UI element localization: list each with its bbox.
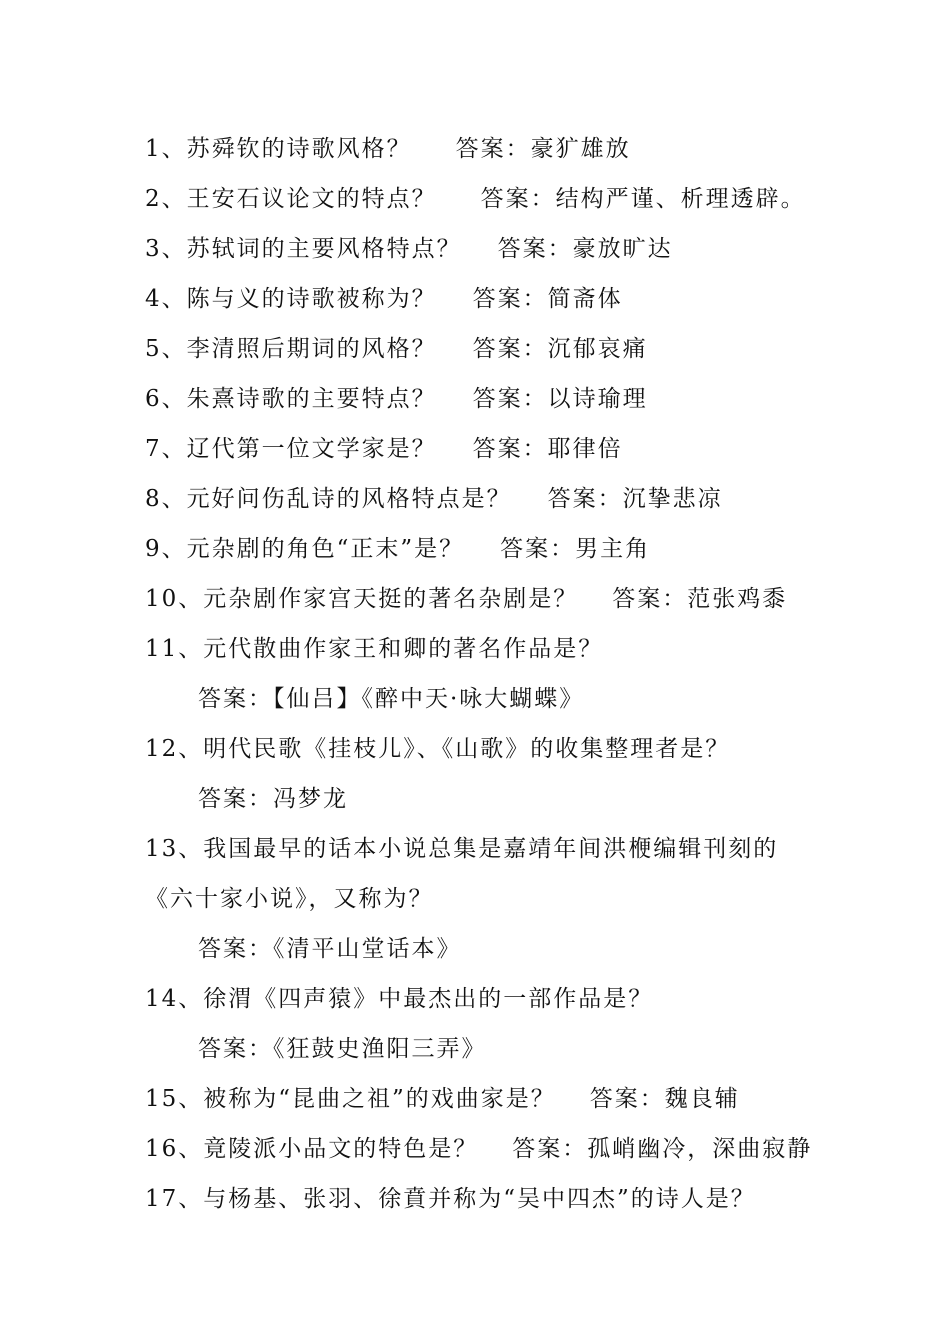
- question-text: 11、元代散曲作家王和卿的著名作品是？: [145, 636, 604, 662]
- question-13: [145, 834, 778, 864]
- question-text: 4、陈与义的诗歌被称为？: [145, 286, 437, 312]
- question-6: [145, 384, 648, 414]
- question-text: 12、明代民歌《挂枝儿》、《山歌》的收集整理者是？: [145, 736, 731, 762]
- answer-text: 答案：范张鸡黍: [612, 586, 788, 612]
- answer-13: [198, 934, 462, 964]
- question-10: [145, 584, 787, 614]
- question-3: [145, 234, 673, 264]
- answer-text: 答案：【仙吕】《醉中天·咏大蝴蝶》: [198, 686, 585, 712]
- answer-text: 答案：孤峭幽冷，深曲寂静: [512, 1136, 813, 1162]
- answer-12: [198, 784, 348, 814]
- question-11: [145, 634, 603, 664]
- question-text: 15、被称为“昆曲之祖”的戏曲家是？: [145, 1086, 556, 1112]
- question-17: [145, 1184, 756, 1214]
- question-text: 7、辽代第一位文学家是？: [145, 436, 437, 462]
- question-text: 16、竟陵派小品文的特色是？: [145, 1136, 479, 1162]
- answer-text: 答案：豪放旷达: [497, 236, 673, 262]
- question-12: [145, 734, 730, 764]
- question-text: 《六十家小说》，又称为？: [145, 886, 434, 912]
- answer-14: [198, 1034, 487, 1064]
- answer-text: 答案：冯梦龙: [198, 786, 348, 812]
- question-text: 8、元好问伤乱诗的风格特点是？: [145, 486, 512, 512]
- question-text: 9、元杂剧的角色“正末”是？: [145, 536, 465, 562]
- question-text: 14、徐渭《四声猿》中最杰出的一部作品是？: [145, 986, 654, 1012]
- question-text: 13、我国最早的话本小说总集是嘉靖年间洪楩编辑刊刻的: [145, 836, 779, 862]
- question-text: 3、苏轼词的主要风格特点？: [145, 236, 462, 262]
- answer-text: 答案：《狂鼓史渔阳三弄》: [198, 1036, 487, 1062]
- answer-text: 答案：《清平山堂话本》: [198, 936, 462, 962]
- question-7: [145, 434, 623, 464]
- answer-text: 答案：结构严谨、析理透辟。: [480, 186, 806, 212]
- answer-text: 答案：男主角: [500, 536, 651, 562]
- question-text: 10、元杂剧作家宫天挺的著名杂剧是？: [145, 586, 579, 612]
- answer-text: 答案：魏良辅: [589, 1086, 740, 1112]
- question-16: [145, 1134, 812, 1164]
- question-text: 6、朱熹诗歌的主要特点？: [145, 386, 437, 412]
- question-text: 5、李清照后期词的风格？: [145, 336, 437, 362]
- answer-11: [198, 684, 584, 714]
- question-8: [145, 484, 723, 514]
- question-13-continued: [145, 884, 434, 914]
- question-1: [145, 134, 631, 164]
- question-15: [145, 1084, 740, 1114]
- answer-text: 答案：以诗瑜理: [472, 386, 648, 412]
- answer-text: 答案：简斋体: [472, 286, 623, 312]
- question-text: 17、与杨基、张羽、徐賁并称为“吴中四杰”的诗人是？: [145, 1186, 756, 1212]
- question-4: [145, 284, 623, 314]
- answer-text: 答案：沉挚悲凉: [547, 486, 723, 512]
- question-5: [145, 334, 648, 364]
- answer-text: 答案：沉郁哀痛: [472, 336, 648, 362]
- question-9: [145, 534, 650, 564]
- question-14: [145, 984, 653, 1014]
- question-text: 1、苏舜钦的诗歌风格？: [145, 136, 412, 162]
- question-2: [145, 184, 806, 214]
- question-text: 2、王安石议论文的特点？: [145, 186, 437, 212]
- answer-text: 答案：耶律倍: [472, 436, 623, 462]
- answer-text: 答案：豪犷雄放: [455, 136, 631, 162]
